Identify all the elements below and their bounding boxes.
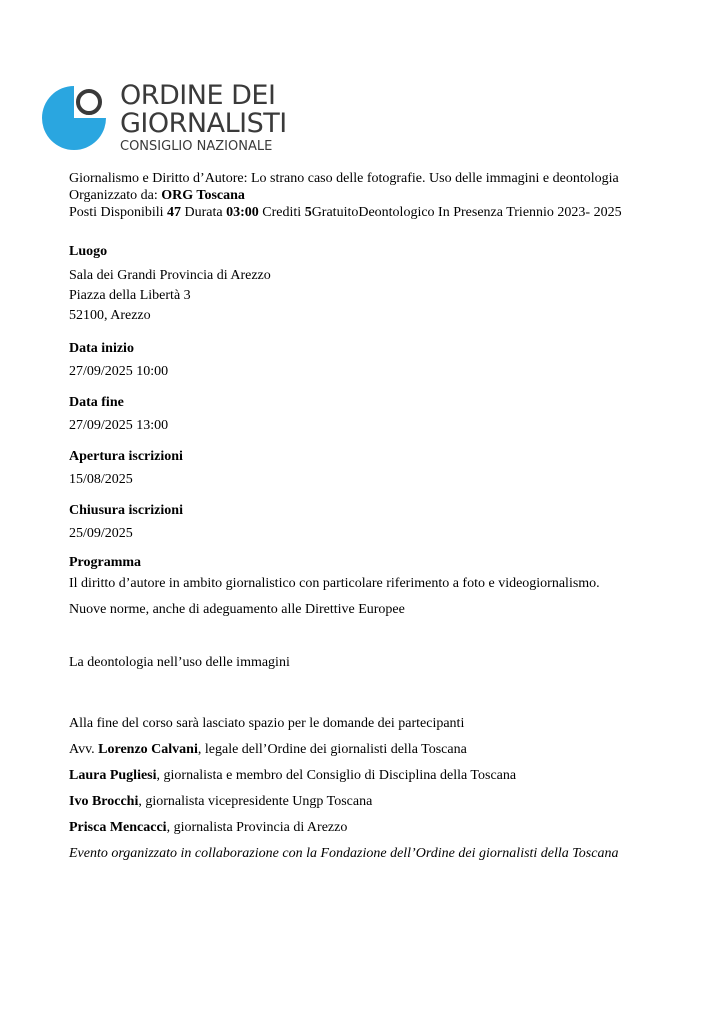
- organizer-name: ORG Toscana: [161, 188, 245, 203]
- speaker-3: [69, 793, 669, 810]
- programma-label: Programma: [69, 555, 142, 570]
- programma-p4: Alla fine del corso sarà lasciato spazio per le domande dei partecipanti: [69, 716, 465, 731]
- crediti-label: Crediti: [262, 205, 302, 220]
- speaker-1-name: Lorenzo Calvani: [98, 742, 198, 757]
- speaker-4-role: , giornalista Provincia di Arezzo: [166, 820, 348, 835]
- chiusura-label: Chiusura iscrizioni: [69, 503, 183, 518]
- logo-text-line2: GIORNALISTI: [120, 108, 287, 139]
- durata-label: Durata: [184, 205, 223, 220]
- apertura-label: Apertura iscrizioni: [69, 449, 183, 464]
- document-body: [69, 170, 669, 862]
- speaker-1-role: , legale dell’Ordine dei giornalisti della Toscana: [197, 742, 467, 757]
- speaker-2-role: , giornalista e membro del Consiglio di Disciplina della Toscana: [156, 768, 517, 783]
- posti-label: Posti Disponibili: [69, 205, 164, 220]
- durata-value: 03:00: [226, 205, 259, 220]
- luogo-line3: 52100, Arezzo: [69, 308, 151, 323]
- data-fine-value: 27/09/2025 13:00: [69, 418, 169, 433]
- speaker-4: [69, 819, 669, 836]
- posti-value: 47: [167, 205, 182, 220]
- event-meta-line: [69, 204, 669, 221]
- luogo-line2: Piazza della Libertà 3: [69, 288, 191, 303]
- apertura-value: 15/08/2025: [69, 472, 133, 487]
- speaker-3-name: Ivo Brocchi: [69, 794, 139, 809]
- speaker-3-role: , giornalista vicepresidente Ungp Toscana: [138, 794, 373, 809]
- programma-p2: Nuove norme, anche di adeguamento alle Direttive Europee: [69, 602, 405, 617]
- logo-text-line1: ORDINE DEI: [120, 80, 276, 111]
- event-organizer-line: [69, 187, 669, 204]
- speaker-1: [69, 741, 669, 758]
- luogo-label: Luogo: [69, 244, 108, 259]
- speaker-2: [69, 767, 669, 784]
- speaker-2-name: Laura Pugliesi: [69, 768, 157, 783]
- organizer-label: Organizzato da:: [69, 188, 158, 203]
- data-inizio-label: Data inizio: [69, 341, 134, 356]
- speaker-4-name: Prisca Mencacci: [69, 820, 167, 835]
- programma-p1: Il diritto d’autore in ambito giornalistico con particolare riferimento a foto e videogiornalismo.: [69, 576, 600, 591]
- luogo-line1: Sala dei Grandi Provincia di Arezzo: [69, 268, 271, 283]
- footer-note: Evento organizzato in collaborazione con la Fondazione dell’Ordine dei giornalisti della Toscana: [69, 846, 619, 861]
- programma-p3: La deontologia nell’uso delle immagini: [69, 655, 290, 670]
- event-title: Giornalismo e Diritto d’Autore: Lo strano caso delle fotografie. Uso delle immagini e deontologia: [69, 171, 619, 186]
- luogo-address: [69, 266, 669, 326]
- speaker-1-prefix: Avv.: [69, 742, 95, 757]
- chiusura-value: 25/09/2025: [69, 526, 133, 541]
- data-inizio-value: 27/09/2025 10:00: [69, 364, 169, 379]
- crediti-value: 5: [304, 205, 312, 220]
- logo-text-line3: CONSIGLIO NAZIONALE: [120, 139, 273, 154]
- logo-circle-icon: [36, 80, 116, 156]
- event-meta-tail: GratuitoDeontologico In Presenza Triennio 2023- 2025: [311, 205, 622, 220]
- data-fine-label: Data fine: [69, 395, 124, 410]
- ordine-giornalisti-logo: [36, 80, 306, 156]
